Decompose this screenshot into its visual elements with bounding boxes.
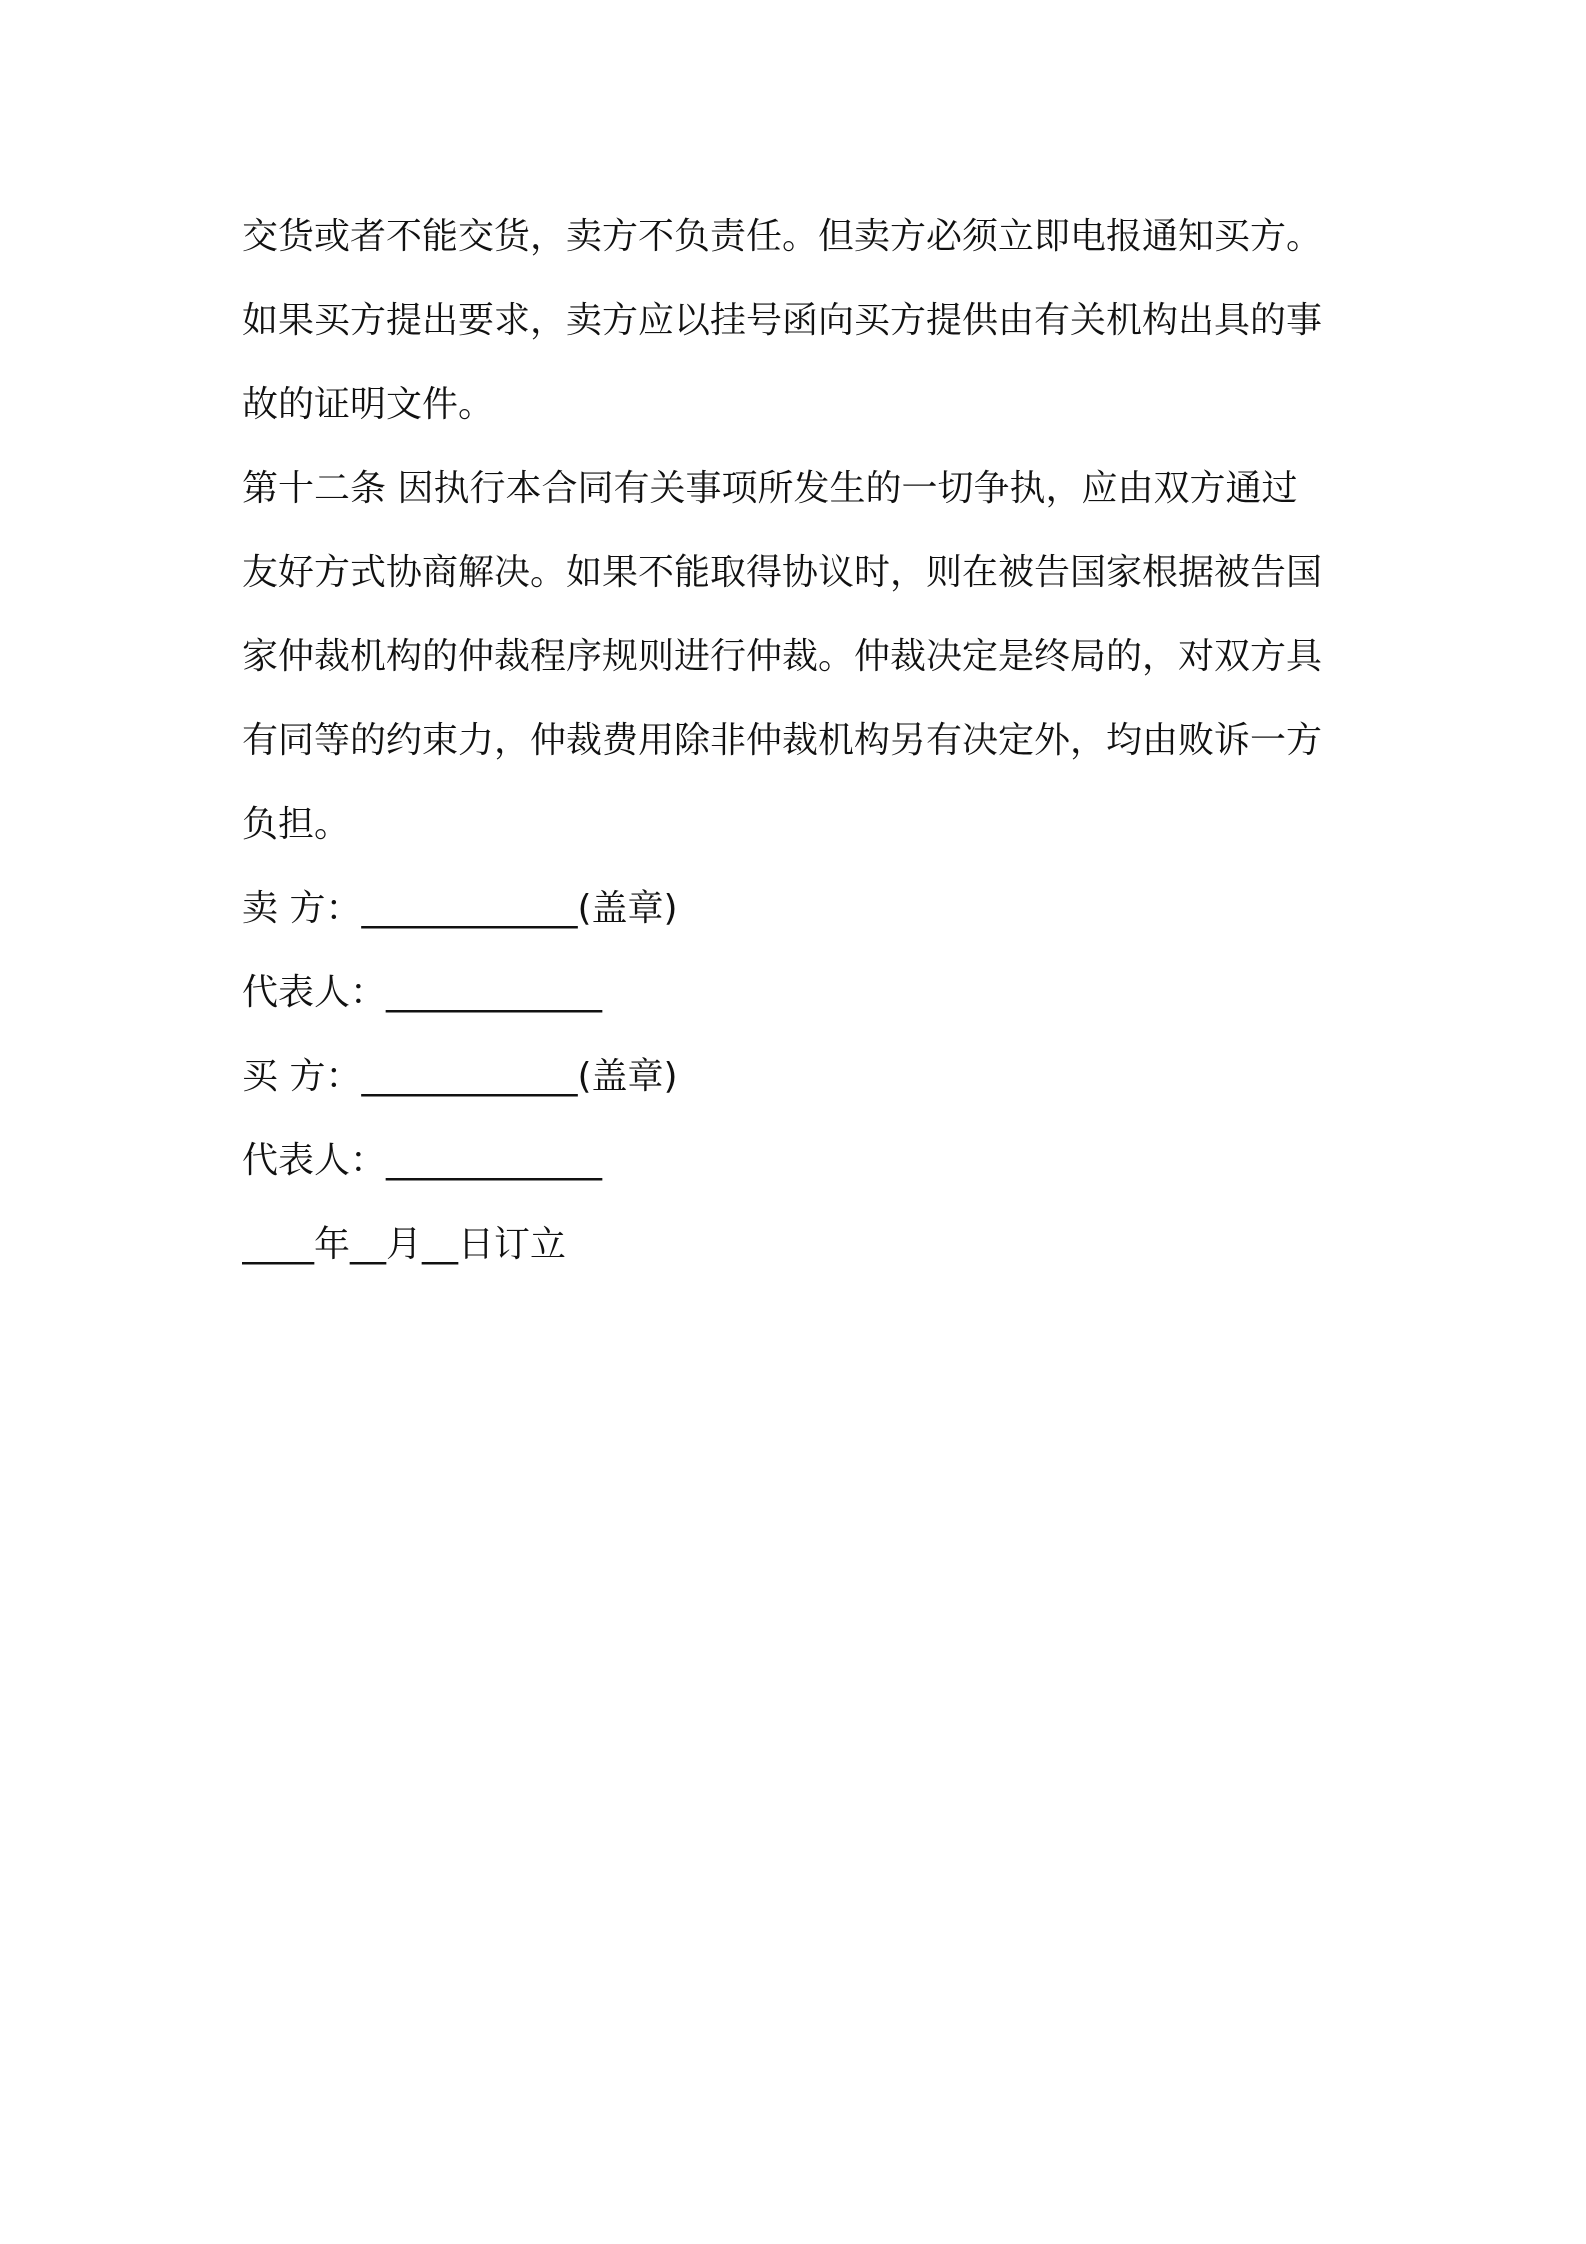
- paragraph-line: 有同等的约束力，仲裁费用除非仲裁机构另有决定外，均由败诉一方: [242, 720, 1323, 761]
- paragraph-line: 友好方式协商解决。如果不能取得协议时，则在被告国家根据被告国: [242, 552, 1323, 593]
- buyer-signature-line: 买 方：____________(盖章): [242, 1056, 678, 1097]
- paragraph-line: 故的证明文件。: [242, 384, 495, 425]
- paragraph-line: 家仲裁机构的仲裁程序规则进行仲裁。仲裁决定是终局的，对双方具: [242, 636, 1323, 677]
- clause-12-line: 第十二条 因执行本合同有关事项所发生的一切争执，应由双方通过: [242, 468, 1298, 509]
- paragraph-line: 交货或者不能交货，卖方不负责任。但卖方必须立即电报通知买方。: [242, 216, 1323, 257]
- paragraph-line: 如果买方提出要求，卖方应以挂号函向买方提供由有关机构出具的事: [242, 300, 1323, 341]
- seller-representative-line: 代表人：____________: [242, 972, 603, 1013]
- buyer-representative-line: 代表人：____________: [242, 1140, 603, 1181]
- seller-signature-line: 卖 方：____________(盖章): [242, 888, 678, 929]
- signing-date-line: ____年__月__日订立: [242, 1224, 567, 1265]
- paragraph-line: 负担。: [242, 804, 351, 845]
- document-body: [242, 195, 1362, 1287]
